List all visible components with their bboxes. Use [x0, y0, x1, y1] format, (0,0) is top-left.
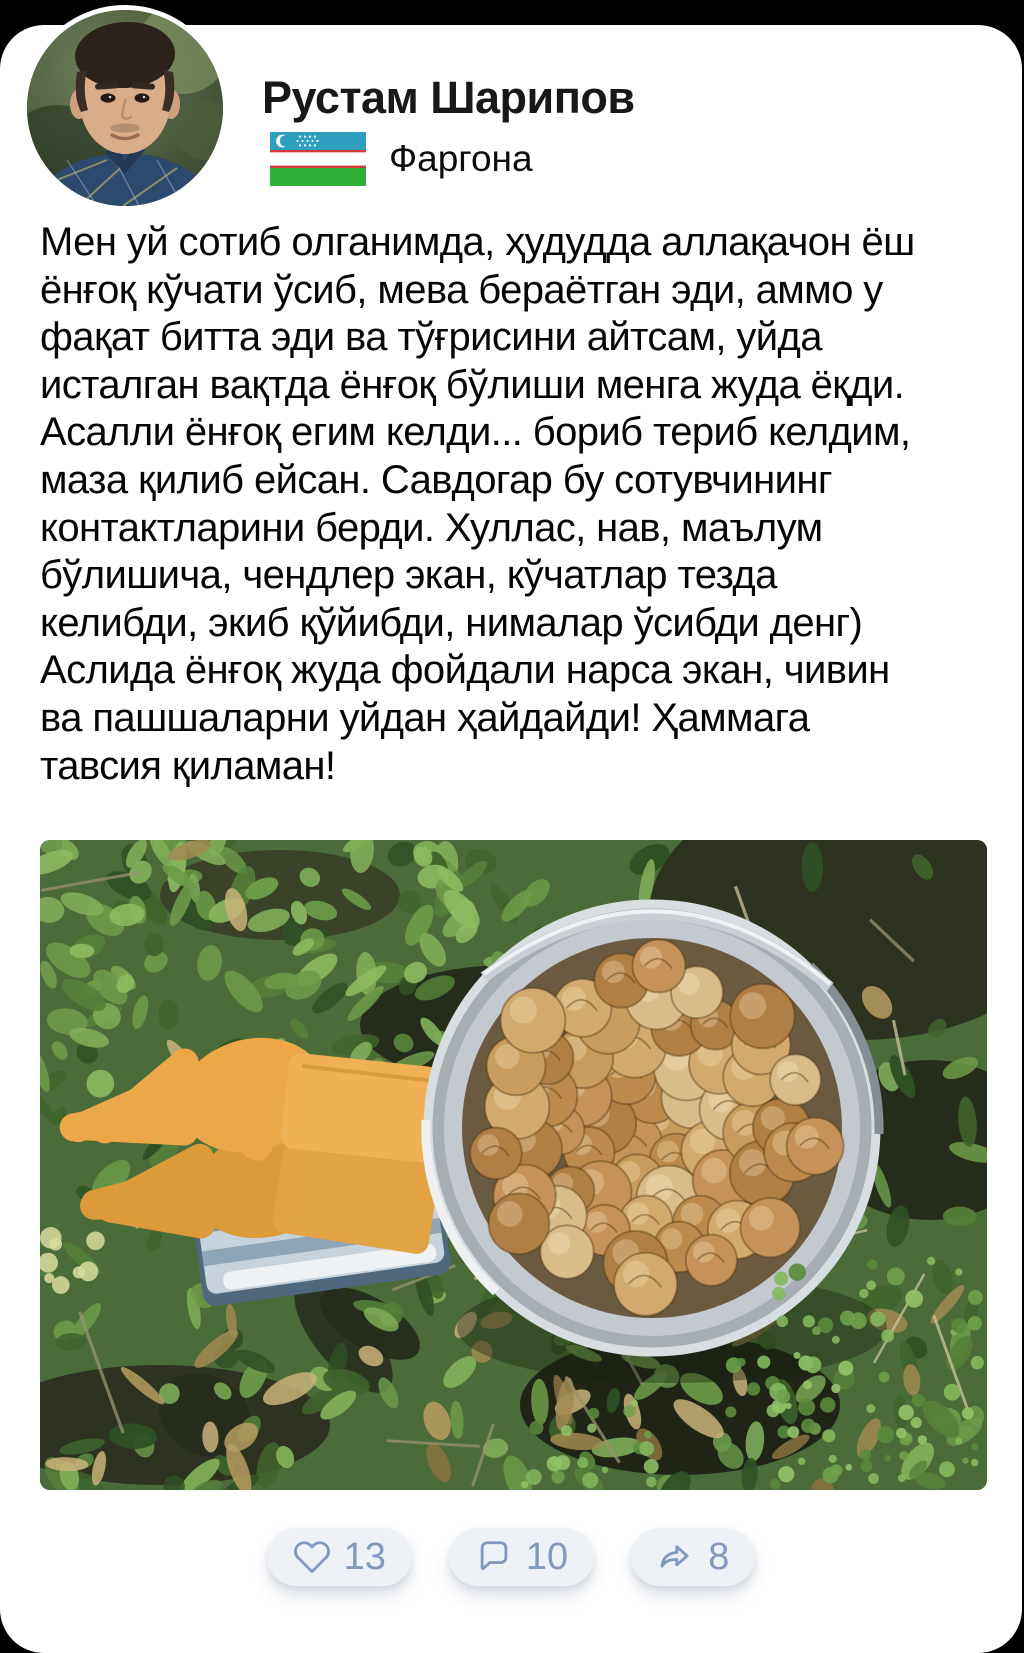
post-text-line: тавсия қиламан! [40, 743, 336, 788]
post-card [0, 25, 1022, 1653]
post-text-line: исталган вақтда ёнғоқ бўлиши менга жуда ёқди. [40, 362, 905, 407]
share-count: 8 [708, 1536, 730, 1578]
like-count: 13 [343, 1536, 386, 1578]
post-text-line: ёнғоқ кўчати ўсиб, мева бераётган эди, аммо у [40, 267, 883, 312]
post-text-line: фақат битта эди ва тўғрисини айтсам, уйда [40, 315, 822, 360]
post-text-line: ва пашшаларни уйдан ҳайдайди! Ҳаммага [40, 695, 810, 740]
author-name[interactable]: Рустам Шарипов [262, 72, 635, 123]
comment-count: 10 [525, 1536, 569, 1578]
walnuts-photo [40, 840, 987, 1490]
post-photo-image[interactable] [40, 840, 987, 1490]
byline [270, 132, 533, 186]
post-text-line: контактларини берди. Хуллас, нав, маълум [40, 505, 823, 550]
avatar[interactable] [22, 5, 228, 211]
post-text-line: Асалли ёнғоқ егим келди... бориб териб келдим, [40, 410, 911, 455]
post-text [40, 219, 970, 790]
share-icon [657, 1538, 695, 1576]
metal-bucket [424, 900, 887, 1383]
post-text-line: маза қилиб ейсан. Савдогар бу сотувчининг [40, 457, 832, 502]
post-text-line: келибди, экиб қўйибди, нималар ўсибди денг) [40, 600, 863, 645]
share-button[interactable] [631, 1528, 755, 1586]
reaction-bar [0, 1528, 1022, 1586]
like-button[interactable] [267, 1528, 412, 1586]
post-text-line: бўлишича, чендлер экан, кўчатлар тезда [40, 553, 777, 598]
post-text-line: Аслида ёнғоқ жуда фойдали нарса экан, чивин [40, 648, 890, 693]
comment-button[interactable] [449, 1528, 594, 1586]
avatar-photo [27, 10, 223, 206]
uzbekistan-flag-icon [270, 132, 366, 186]
comment-icon [475, 1538, 513, 1576]
post-text-line: Мен уй сотиб олганимда, ҳудудда аллақачон ёш [40, 220, 915, 264]
location-label: Фаргона [389, 138, 533, 179]
heart-icon [293, 1538, 331, 1576]
